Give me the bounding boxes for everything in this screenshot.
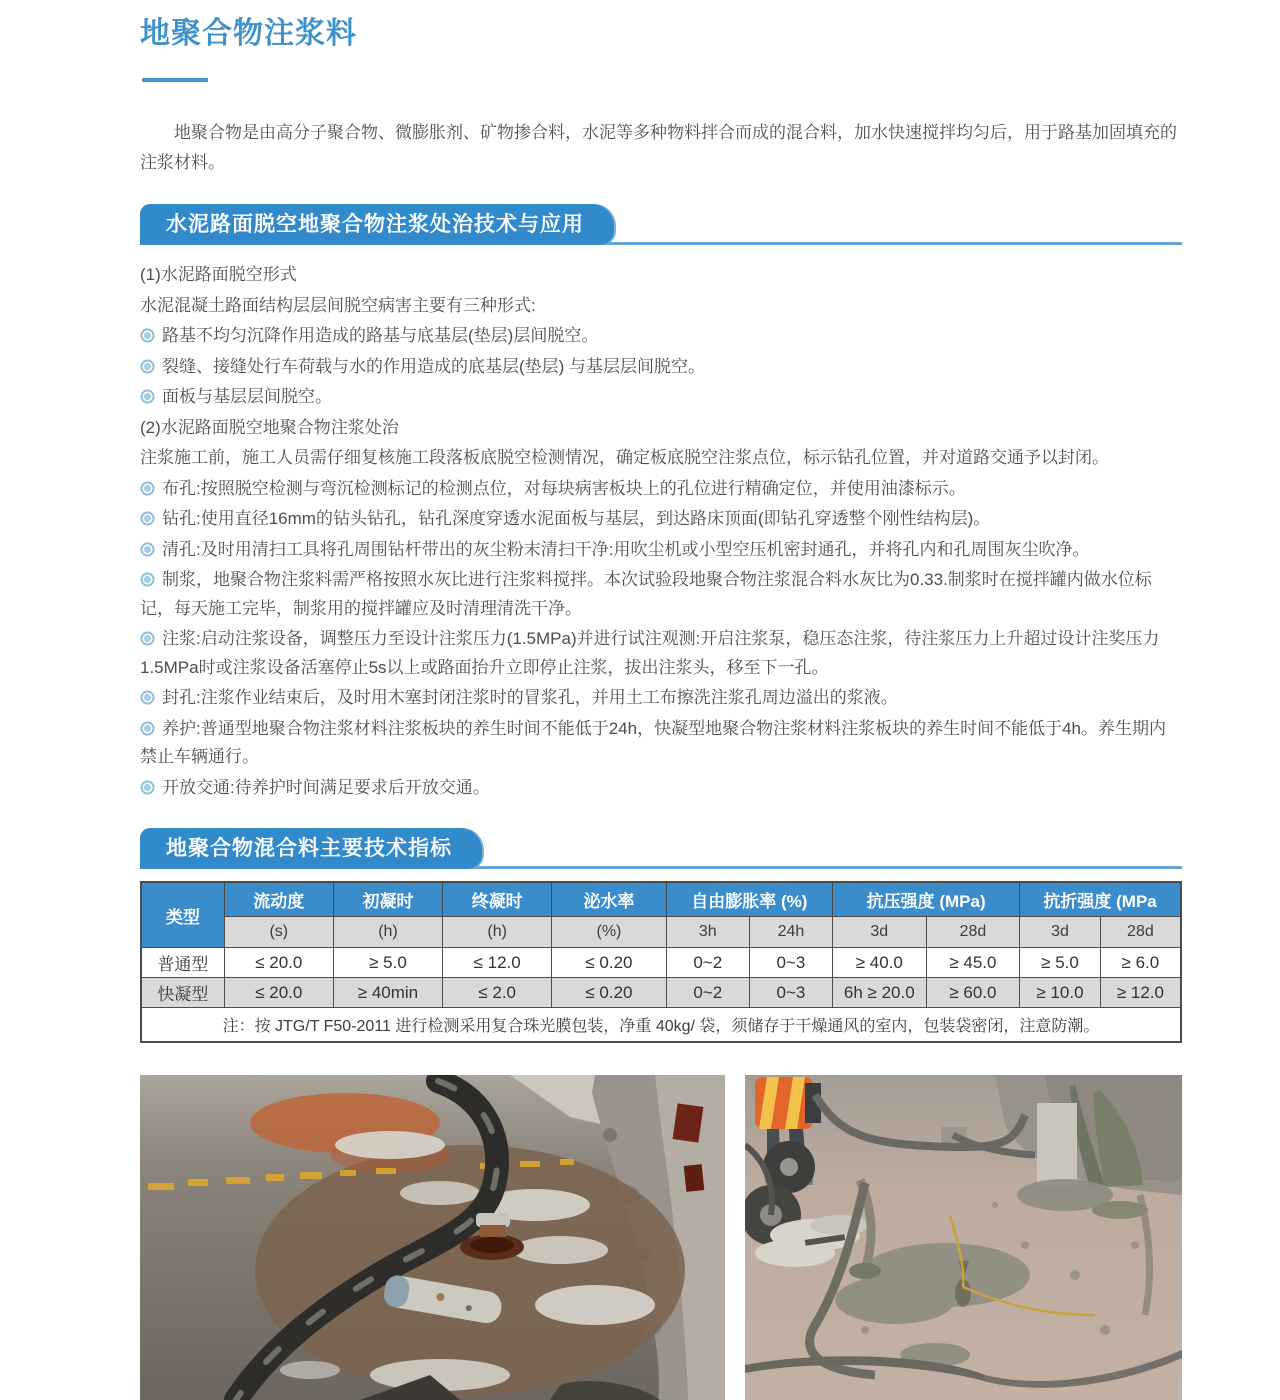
text-line: 水泥混凝土路面结构层层间脱空病害主要有三种形式:: [140, 295, 536, 315]
unit-cell: 3d: [1020, 917, 1101, 948]
photo-grout-port: [140, 1075, 725, 1400]
value-cell: ≥ 12.0: [1100, 978, 1181, 1008]
unit-cell: (s): [224, 917, 333, 948]
ring-bullet-icon: [140, 481, 155, 496]
value-cell: ≤ 2.0: [443, 978, 552, 1008]
title-underline: [142, 78, 208, 82]
value-cell: 0~2: [666, 948, 749, 978]
ring-bullet-icon: [140, 511, 155, 526]
photo-construction-site: [745, 1075, 1182, 1400]
value-cell: 6h ≥ 20.0: [833, 978, 927, 1008]
bullet-line: 封孔:注浆作业结束后，及时用木塞封闭注浆时的冒浆孔，并用土工布擦洗注浆孔周边溢出的浆液。: [140, 684, 1182, 713]
technique-content: [140, 261, 1182, 802]
table-header-row: [141, 882, 1181, 917]
value-cell: ≤ 12.0: [443, 948, 552, 978]
row-header: 普通型: [141, 948, 224, 978]
ring-bullet-icon: [140, 572, 155, 587]
value-cell: ≥ 60.0: [926, 978, 1020, 1008]
value-cell: ≥ 40.0: [833, 948, 927, 978]
value-cell: ≥ 40min: [333, 978, 442, 1008]
table-row-kuaining: [141, 978, 1181, 1008]
ring-bullet-icon: [140, 542, 155, 557]
page-title: 地聚合物注浆料: [140, 17, 357, 50]
unit-cell: 3d: [833, 917, 927, 948]
ring-bullet-icon: [140, 780, 155, 795]
value-cell: ≤ 0.20: [552, 948, 666, 978]
text-line: (2)水泥路面脱空地聚合物注浆处治: [140, 417, 399, 437]
table-row-putong: [141, 948, 1181, 978]
value-cell: ≥ 6.0: [1100, 948, 1181, 978]
value-cell: ≤ 20.0: [224, 948, 333, 978]
section-heading-specs: 地聚合物混合料主要技术指标: [140, 828, 482, 869]
ring-bullet-icon: [140, 389, 155, 404]
section-heading-banner: [140, 204, 1182, 245]
bullet-line: 布孔:按照脱空检测与弯沉检测标记的检测点位，对每块病害板块上的孔位进行精确定位，并使用油漆标示。: [140, 475, 1182, 504]
col-header: 自由膨胀率 (%): [666, 882, 832, 917]
table-note-row: [141, 1008, 1181, 1043]
construction-site-photo-illustration: [745, 1075, 1182, 1400]
unit-cell: 24h: [749, 917, 832, 948]
section-specs: [140, 828, 1182, 1043]
spec-table-wrap: [140, 881, 1182, 1043]
value-cell: ≥ 5.0: [333, 948, 442, 978]
section-heading-technique: 水泥路面脱空地聚合物注浆处治技术与应用: [140, 204, 614, 245]
photo-row: [140, 1075, 1182, 1400]
unit-cell: 28d: [926, 917, 1020, 948]
ring-bullet-icon: [140, 359, 155, 374]
unit-cell: 3h: [666, 917, 749, 948]
unit-cell: 28d: [1100, 917, 1181, 948]
table-unit-row: [141, 917, 1181, 948]
col-header-type: 类型: [141, 882, 224, 948]
unit-cell: (%): [552, 917, 666, 948]
value-cell: ≥ 5.0: [1020, 948, 1101, 978]
ring-bullet-icon: [140, 631, 155, 646]
value-cell: 0~2: [666, 978, 749, 1008]
value-cell: 0~3: [749, 978, 832, 1008]
spec-table: [140, 881, 1182, 1043]
col-header: 泌水率: [552, 882, 666, 917]
section-heading-banner: [140, 828, 1182, 869]
value-cell: ≥ 45.0: [926, 948, 1020, 978]
bullet-line: 养护:普通型地聚合物注浆材料注浆板块的养生时间不能低于24h，快凝型地聚合物注浆材料注浆板块的养生时间不能低于4h。养生期内禁止车辆通行。: [140, 718, 1166, 766]
table-note: 注：按 JTG/T F50-2011 进行检测采用复合珠光膜包装，净重 40kg/ 袋，须储存于干燥通风的室内，包装袋密闭，注意防潮。: [141, 1008, 1181, 1043]
bullet-line: 钻孔:使用直径16mm的钻头钻孔，钻孔深度穿透水泥面板与基层，到达路床顶面(即钻孔穿透整个刚性结构层)。: [140, 505, 1182, 534]
bullet-line: 制浆，地聚合物注浆料需严格按照水灰比进行注浆料搅拌。本次试验段地聚合物注浆混合料水灰比为0.33.制浆时在搅拌罐内做水位标记，每天施工完毕，制浆用的搅拌罐应及时清理清洗干净。: [140, 570, 1152, 618]
unit-cell: (h): [333, 917, 442, 948]
col-header: 流动度: [224, 882, 333, 917]
ring-bullet-icon: [140, 721, 155, 736]
value-cell: ≤ 0.20: [552, 978, 666, 1008]
ring-bullet-icon: [140, 690, 155, 705]
bullet-line: 路基不均匀沉降作用造成的路基与底基层(垫层)层间脱空。: [140, 322, 1182, 351]
bullet-line: 开放交通:待养护时间满足要求后开放交通。: [140, 774, 1182, 803]
bullet-line: 注浆:启动注浆设备，调整压力至设计注浆压力(1.5MPa)并进行试注观测:开启注浆泵，稳压态注浆，待注浆压力上升超过设计注奖压力1.5MPa时或注浆设备活塞停止5s以上或路面抬升立即停止注浆，拔出注浆头，移至下一孔。: [140, 629, 1160, 677]
unit-cell: (h): [443, 917, 552, 948]
ring-bullet-icon: [140, 328, 155, 343]
value-cell: ≥ 10.0: [1020, 978, 1101, 1008]
value-cell: ≤ 20.0: [224, 978, 333, 1008]
section-technique: [140, 204, 1182, 802]
bullet-line: 清孔:及时用清扫工具将孔周围钻杆带出的灰尘粉末清扫干净:用吹尘机或小型空压机密封通孔，并将孔内和孔周围灰尘吹净。: [140, 536, 1182, 565]
col-header: 抗折强度 (MPa: [1020, 882, 1181, 917]
text-line: (1)水泥路面脱空形式: [140, 265, 297, 284]
bullet-line: 面板与基层层间脱空。: [140, 383, 1182, 412]
text-line: 注浆施工前，施工人员需仔细复核施工段落板底脱空检测情况，确定板底脱空注浆点位，标示钻孔位置，并对道路交通予以封闭。: [140, 448, 1109, 467]
row-header: 快凝型: [141, 978, 224, 1008]
col-header: 终凝时: [443, 882, 552, 917]
bullet-line: 裂缝、接缝处行车荷载与水的作用造成的底基层(垫层) 与基层层间脱空。: [140, 353, 1182, 382]
col-header: 抗压强度 (MPa): [833, 882, 1020, 917]
col-header: 初凝时: [333, 882, 442, 917]
intro-paragraph: 地聚合物是由高分子聚合物、微膨胀剂、矿物掺合料，水泥等多种物料拌合而成的混合料，加水快速搅拌均匀后，用于路基加固填充的注浆材料。: [140, 123, 1177, 172]
grout-port-photo-illustration: [140, 1075, 725, 1400]
value-cell: 0~3: [749, 948, 832, 978]
